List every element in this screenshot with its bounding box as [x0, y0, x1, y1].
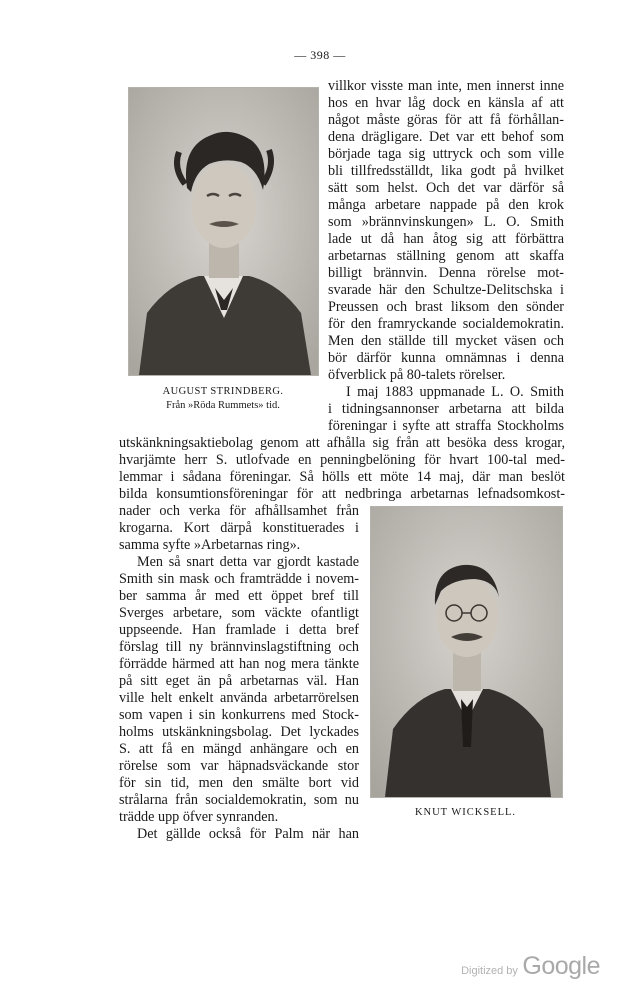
text-line: Det gällde också för Palm när han: [137, 826, 359, 842]
text-line: föreningar i syfte att straffa Stockholms: [328, 418, 564, 434]
text-line: Sverges arbetare, som väckte ofantligt: [119, 605, 359, 621]
text-line: trädde upp öfver synranden.: [119, 809, 279, 825]
text-line: rörelse som var häpnadsväckande stor: [119, 758, 359, 774]
text-line: förslag till ny brännvinslagstiftning och: [119, 639, 359, 655]
text-line: som vapen i sin konkurrens med Stock-: [119, 707, 359, 723]
text-line: Preussen och brast liksom den sönder: [328, 299, 564, 315]
text-line: något måste göras för att få förhållan-: [328, 112, 564, 128]
text-line: i tidningsannonser arbetarna att bilda: [328, 401, 564, 417]
text-line: svarade här den Schultze-Delitschska i: [328, 282, 564, 298]
text-line: förrädde härmed att han nog mera tänkte: [119, 656, 359, 672]
portrait-knut-wicksell: [370, 506, 563, 798]
text-line: ville helt enkelt använda arbetarrörelsen: [119, 690, 359, 706]
text-line: bilda konsumtionsföreningar för att nedbringa arbetarnas lefnadsomkost-: [119, 486, 565, 502]
text-line: bli tillfredsställdt, lika godt på hvilket: [328, 163, 564, 179]
text-line: för sin tid, men den smälte bort vid: [119, 775, 359, 791]
figure-1-caption: [125, 385, 321, 413]
text-line: S. att få en mängd anhängare och en: [119, 741, 359, 757]
text-line: strålarna från socialdemokratin, som nu: [119, 792, 359, 808]
page-number: — 398 —: [294, 48, 346, 62]
text-line: Smith sin mask och framträdde i novem-: [119, 571, 359, 587]
text-line: ber samma år med ett öppet bref till: [119, 588, 359, 604]
text-line: lemmar i sådana föreningar. Så hölls ett möte 14 maj, där man beslöt: [119, 469, 565, 485]
caption-source: Från »Röda Rummets» tid.: [166, 400, 280, 411]
digitized-by-watermark: [461, 952, 600, 981]
text-line: hos en hvar låg dock en känsla af att: [328, 95, 564, 111]
caption-name: AUGUST STRINDBERG.: [162, 386, 284, 397]
text-line: villkor visste man inte, men innerst inne: [328, 78, 564, 94]
text-line: Men den ställde till mycket väsen och: [328, 333, 564, 349]
text-line: nader och verka för afhållsamhet från: [119, 503, 359, 519]
google-logo: Google: [522, 952, 600, 980]
text-line: Men så snart detta var gjordt kastade: [137, 554, 359, 570]
text-line: sätt som helst. Och det var därför så: [328, 180, 564, 196]
text-line: för den framryckande socialdemokratin.: [328, 316, 564, 332]
figure-2-caption: KNUT WICKSELL.: [414, 807, 517, 818]
text-line: bör därför kunna omnämnas i denna: [328, 350, 564, 366]
text-line: holms utskänkningsbolag. Det lyckades: [119, 724, 359, 740]
text-line: dena drägligare. Det var ett behof som: [328, 129, 564, 145]
text-line: krogarna. Kort därpå konstituerades i: [119, 520, 359, 536]
text-line: samma syfte »Arbetarnas ring».: [119, 537, 301, 553]
digitized-prefix: Digitized by: [461, 965, 518, 977]
text-line: billigt brännvin. Denna rörelse mot-: [328, 265, 564, 281]
text-line: utskänkningsaktiebolag genom att afhålla sig från att besöka dess krogar,: [119, 435, 565, 451]
text-line: I maj 1883 uppmanade L. O. Smith: [346, 384, 564, 400]
text-line: började taga sig uttryck och som ville: [328, 146, 564, 162]
text-line: hvarjämte herr S. utlofvade en penningbelöning för hvart 100-tal med-: [119, 452, 565, 468]
portrait-august-strindberg: [128, 87, 319, 376]
text-line: lade ut då han åtog sig att förbättra: [328, 231, 564, 247]
text-line: många arbetare nappade på den krok: [328, 197, 564, 213]
text-line: arbetarnas ställning genom att skaffa: [328, 248, 564, 264]
text-line: som »brännvinskungen» L. O. Smith: [328, 214, 564, 230]
text-line: uppseende. Han framlade i detta bref: [119, 622, 359, 638]
text-line: på sitt eget än på arbetarnas väl. Han: [119, 673, 359, 689]
text-line: öfverblick på 80-talets rörelser.: [328, 367, 506, 383]
